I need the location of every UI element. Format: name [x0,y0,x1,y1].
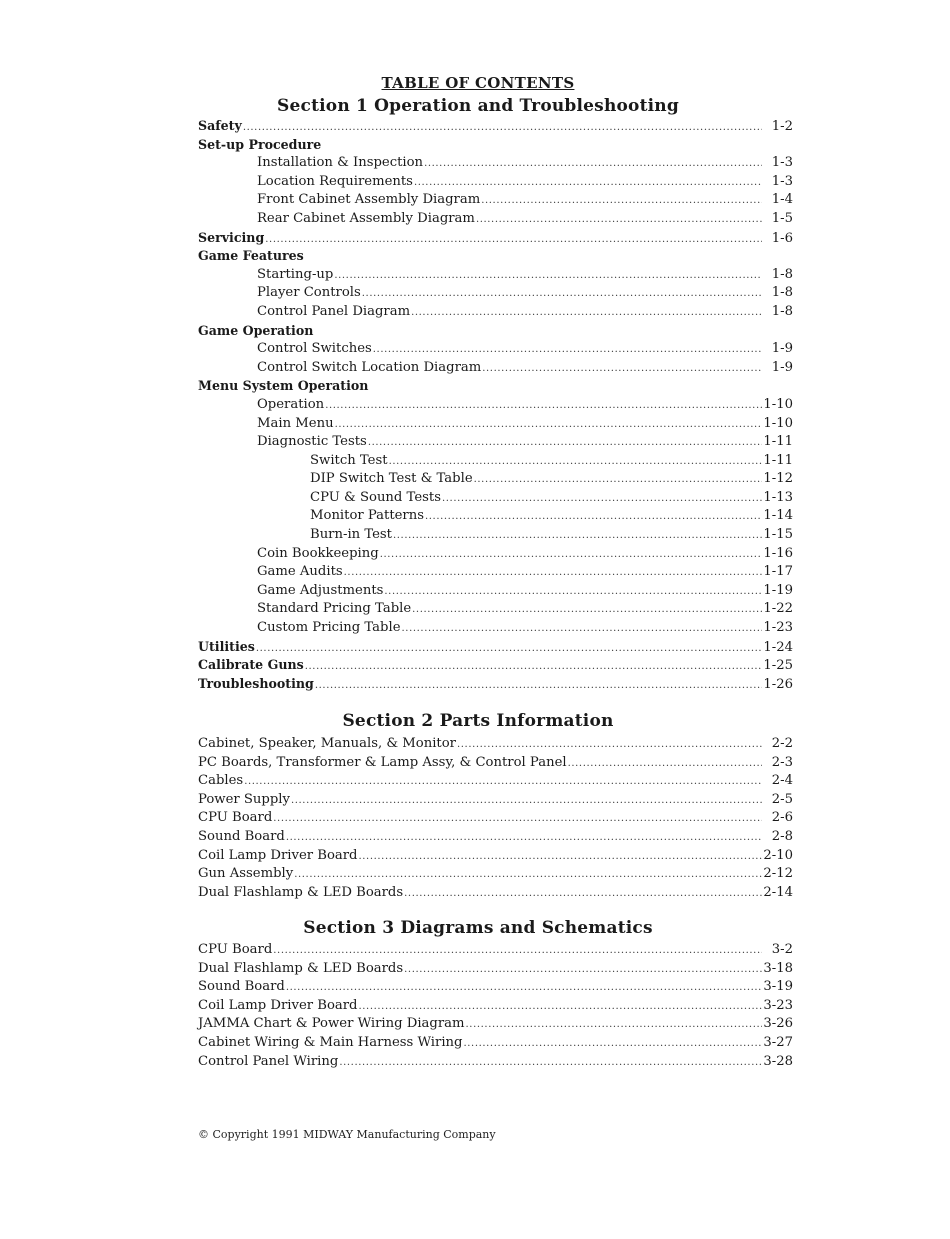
toc-entry-label: Cabinet, Speaker, Manuals, & Monitor [198,736,456,751]
dot-leader [362,285,762,304]
section-2-list [198,735,793,902]
toc-entry-label: Operation [257,396,325,412]
toc-entry [198,884,793,903]
toc-entry [198,735,793,754]
toc-entry-page: 1-2 [771,119,793,134]
toc-entry-label: Calibrate Guns [198,657,304,673]
toc-entry-label: Main Menu [257,415,334,431]
dot-leader [412,601,762,620]
dot-leader [265,231,762,250]
toc-entry [198,340,793,359]
toc-entry-label: PC Boards, Transformer & Lamp Assy, & Control Panel [198,754,567,770]
toc-entry [198,1015,793,1034]
dot-leader [368,434,762,453]
toc-entry-page: 1-11 [763,452,793,468]
toc-entry-page: 1-6 [771,230,793,246]
toc-entry-page: 1-8 [771,285,793,301]
toc-group-heading [198,136,793,155]
toc-entry [198,582,793,601]
toc-entry-label: Troubleshooting [198,675,314,691]
toc-entry [198,772,793,791]
toc-entry [198,638,793,657]
toc-entry-label: Coin Bookkeeping [257,545,379,561]
toc-entry [198,941,793,960]
toc-entry-label: Switch Test [310,452,388,468]
dot-leader [315,677,762,696]
toc-entry-page: 1-14 [763,508,793,524]
section-1-heading: Section 1 Operation and Troubleshooting [277,96,679,116]
toc-entry-label: Sound Board [198,828,285,844]
toc-entry-page: 1-9 [771,359,793,375]
toc-entry [198,191,793,210]
toc-group-heading [198,322,793,341]
toc-entry [198,452,793,471]
toc-entry-page: 1-3 [771,155,793,171]
dot-leader [334,267,762,286]
toc-entry [198,489,793,508]
toc-entry-label: CPU Board [198,810,273,826]
dot-leader [424,155,762,174]
toc-entry-page: 1-25 [763,658,793,674]
toc-entry-label: Rear Cabinet Assembly Diagram [257,210,475,226]
toc-entry [198,210,793,229]
dot-leader [359,998,763,1017]
toc-group-heading [198,247,793,266]
toc-entry-label: Location Requirements [257,173,413,189]
toc-entry [198,563,793,582]
toc-entry-page: 2-5 [771,791,793,807]
toc-entry [198,791,793,810]
section-3-heading: Section 3 Diagrams and Schematics [303,918,653,938]
copyright-footer: © Copyright 1991 MIDWAY Manufacturing Company [198,1128,496,1141]
toc-entry [198,507,793,526]
toc-title: TABLE OF CONTENTS [381,74,575,92]
toc-entry [198,154,793,173]
toc-entry-page: 1-10 [763,415,793,431]
toc-entry [198,284,793,303]
toc-entry-page: 3-2 [771,942,793,957]
toc-entry-label: Servicing [198,229,265,245]
toc-entry-page: 3-27 [763,1034,793,1050]
toc-entry-page: 1-13 [763,489,793,505]
toc-entry [198,809,793,828]
dot-leader [463,1035,762,1054]
toc-entry [198,997,793,1016]
toc-entry-page: 1-26 [763,676,793,692]
dot-leader [339,1054,762,1073]
dot-leader [256,640,762,659]
dot-leader [389,453,762,472]
toc-entry-page: 1-24 [763,639,793,655]
toc-entry [198,415,793,434]
toc-entry-page: 1-10 [763,396,793,412]
dot-leader [404,961,762,980]
dot-leader [244,773,762,792]
section-3-list [198,941,793,1071]
toc-entry [198,1034,793,1053]
dot-leader [442,490,762,509]
toc-entry-label: Power Supply [198,791,290,807]
toc-entry-page: 1-3 [771,173,793,189]
dot-leader [404,885,762,904]
toc-entry-page: 1-17 [763,564,793,580]
toc-entry-label: Burn-in Test [310,527,392,543]
toc-entry [198,470,793,489]
toc-entry-page: 2-14 [763,884,793,900]
dot-leader [344,564,762,583]
toc-entry-label: Set-up Procedure [198,136,322,152]
toc-entry-label: CPU & Sound Tests [310,489,441,505]
toc-entry [198,359,793,378]
toc-entry-label: Gun Assembly [198,866,294,882]
toc-entry-page: 2-2 [771,736,793,751]
dot-leader [335,416,762,435]
toc-entry [198,754,793,773]
toc-entry-label: Dual Flashlamp & LED Boards [198,960,404,976]
toc-entry-label: Starting-up [257,266,334,282]
toc-entry-label: Diagnostic Tests [257,434,367,450]
toc-entry [198,433,793,452]
dot-leader [325,397,762,416]
toc-entry-page: 1-23 [763,620,793,636]
toc-entry-label: Control Panel Diagram [257,303,411,319]
toc-entry-label: Utilities [198,638,255,654]
toc-entry [198,675,793,694]
toc-entry-label: Front Cabinet Assembly Diagram [257,192,481,208]
toc-entry-label: Control Switches [257,341,372,357]
toc-entry-label: Coil Lamp Driver Board [198,847,358,863]
toc-entry-label: Monitor Patterns [310,508,424,524]
toc-entry [198,656,793,675]
dot-leader [380,546,762,565]
toc-entry [198,545,793,564]
dot-leader [286,829,762,848]
toc-entry [198,173,793,192]
toc-entry-page: 2-8 [771,828,793,844]
dot-leader [373,341,762,360]
toc-entry-label: CPU Board [198,942,273,957]
section-1-list [198,117,793,693]
dot-leader [466,1016,762,1035]
toc-entry [198,828,793,847]
toc-entry-page: 1-5 [771,210,793,226]
toc-entry [198,117,793,136]
toc-entry-page: 2-4 [771,773,793,789]
toc-entry-page: 3-26 [763,1016,793,1032]
toc-entry [198,847,793,866]
toc-entry-page: 2-3 [771,754,793,770]
toc-entry [198,960,793,979]
dot-leader [425,508,762,527]
dot-leader [294,866,762,885]
toc-entry [198,396,793,415]
toc-entry-page: 1-8 [771,303,793,319]
dot-leader [402,620,762,639]
toc-entry [198,865,793,884]
dot-leader [305,658,762,677]
toc-entry-page: 2-10 [763,847,793,863]
toc-entry [198,600,793,619]
dot-leader [291,792,762,811]
toc-entry-page: 3-19 [763,979,793,995]
dot-leader [568,755,762,774]
toc-entry [198,526,793,545]
toc-entry-label: Sound Board [198,979,285,995]
toc-entry-label: Control Switch Location Diagram [257,359,482,375]
toc-entry-page: 3-18 [763,960,793,976]
dot-leader [273,810,762,829]
toc-entry-page: 3-23 [763,997,793,1013]
toc-entry-label: Game Features [198,248,304,264]
dot-leader [286,979,762,998]
toc-entry-label: Installation & Inspection [257,155,424,171]
toc-entry-label: Game Audits [257,564,343,580]
toc-entry [198,266,793,285]
dot-leader [414,174,762,193]
toc-group-heading [198,377,793,396]
toc-entry-label: Coil Lamp Driver Board [198,997,358,1013]
dot-leader [411,304,762,323]
toc-entry-label: Control Panel Wiring [198,1053,339,1069]
toc-entry-label: Safety [198,118,242,133]
toc-entry-label: JAMMA Chart & Power Wiring Diagram [198,1016,465,1032]
dot-leader [482,360,762,379]
toc-entry [198,1053,793,1072]
toc-entry-label: DIP Switch Test & Table [310,471,473,487]
section-2-heading: Section 2 Parts Information [342,711,614,731]
toc-entry-page: 1-16 [763,545,793,561]
toc-entry-label: Dual Flashlamp & LED Boards [198,884,404,900]
toc-entry-page: 1-8 [771,266,793,282]
toc-entry [198,229,793,248]
dot-leader [481,192,762,211]
dot-leader [393,527,762,546]
toc-entry-page: 2-12 [763,866,793,882]
toc-entry [198,978,793,997]
dot-leader [273,942,762,961]
dot-leader [384,583,762,602]
toc-entry-page: 3-28 [763,1053,793,1069]
dot-leader [359,848,763,867]
toc-entry-page: 1-12 [763,471,793,487]
dot-leader [474,471,762,490]
toc-entry [198,619,793,638]
toc-entry-page: 1-4 [771,192,793,208]
toc-entry [198,303,793,322]
toc-entry-label: Player Controls [257,285,361,301]
toc-entry-label: Game Adjustments [257,582,384,598]
toc-entry-label: Menu System Operation [198,378,369,394]
dot-leader [457,736,762,755]
dot-leader [476,211,762,230]
toc-entry-page: 1-9 [771,341,793,357]
toc-entry-label: Cabinet Wiring & Main Harness Wiring [198,1034,463,1050]
toc-entry-page: 1-11 [763,434,793,450]
toc-entry-page: 1-22 [763,601,793,617]
toc-entry-label: Standard Pricing Table [257,601,412,617]
toc-entry-label: Game Operation [198,322,314,338]
toc-entry-page: 1-15 [763,527,793,543]
toc-entry-label: Cables [198,773,244,789]
toc-entry-page: 1-19 [763,582,793,598]
toc-entry-label: Custom Pricing Table [257,620,401,636]
toc-entry-page: 2-6 [771,810,793,826]
